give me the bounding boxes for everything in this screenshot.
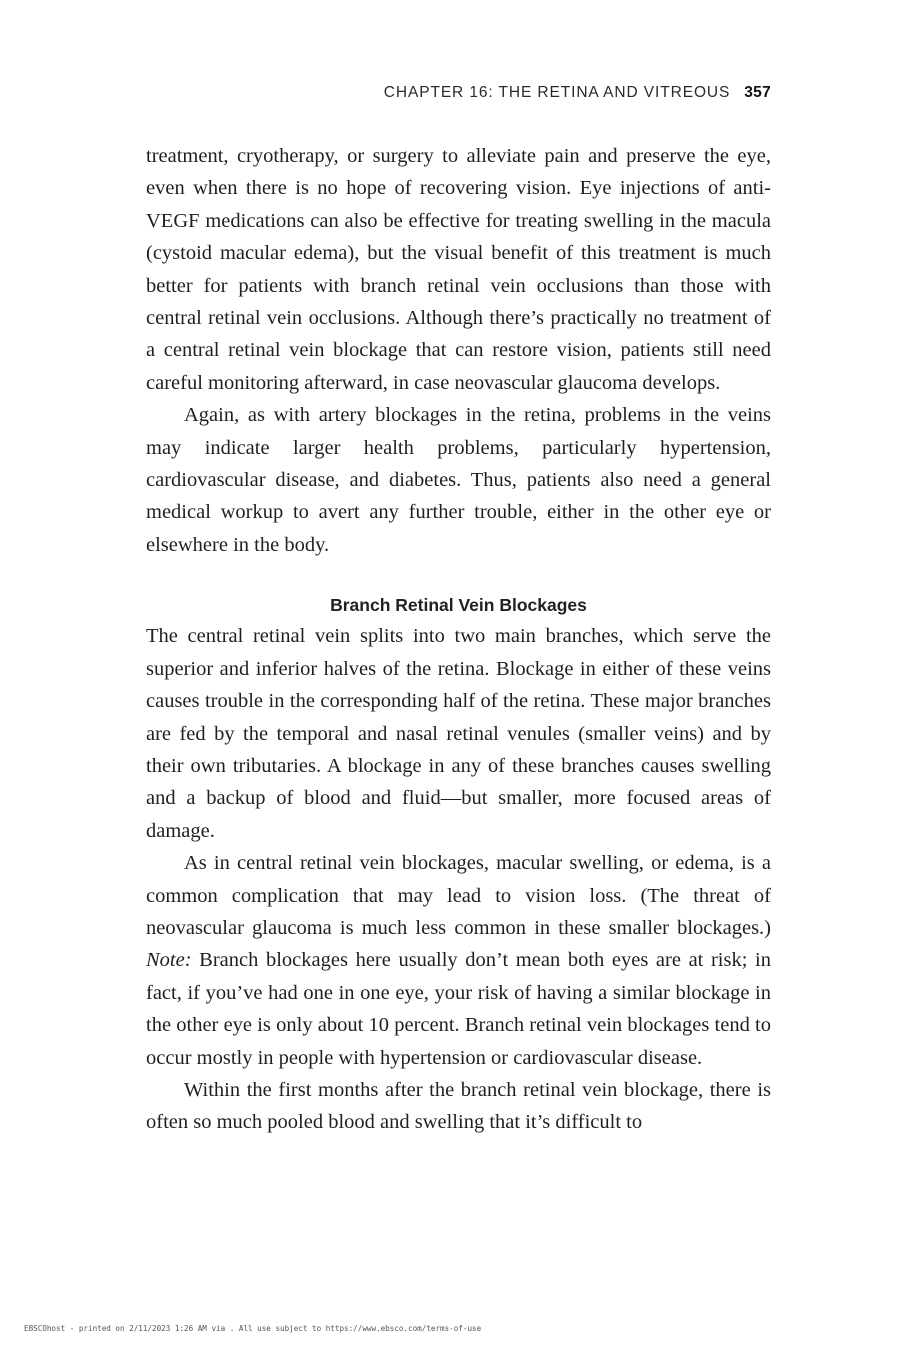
section-heading: Branch Retinal Vein Blockages xyxy=(330,595,587,616)
print-footer: EBSCOhost - printed on 2/11/2023 1:26 AM via . All use subject to https://www.ebsco.com/terms-of-use xyxy=(24,1324,482,1333)
paragraph-part: Branch blockages here usually don’t mean both eyes are at risk; in fact, if you’ve had one in one eye, your risk of having a similar blockage in the other eye is only about 10 percent. Branch retinal vein blockages tend to occur mostly in people with hypertension or cardiovascular disease. xyxy=(146,949,771,1069)
paragraph-health-problems: Again, as with artery blockages in the retina, problems in the veins may indicate larger health problems, particularly hypertension, cardiovascular disease, and diabetes. Thus, patients also need a general medical workup to avert any further trouble, either in the other eye or elsewhere in the body. xyxy=(146,404,771,556)
paragraph-branch-intro: The central retinal vein splits into two main branches, which serve the superior and inferior halves of the retina. Blockage in either of these veins causes trouble in the corresponding half of the retina. These major branches are fed by the temporal and nasal retinal venules (smaller veins) and by their own tributaries. A blockage in any of these branches causes swelling and a backup of blood and fluid—but smaller, more focused areas of damage. xyxy=(146,625,771,842)
body-text xyxy=(146,140,771,1139)
running-header xyxy=(384,84,771,102)
note-label: Note: xyxy=(146,949,192,972)
page-number: 357 xyxy=(744,84,771,101)
chapter-title: CHAPTER 16: THE RETINA AND VITREOUS xyxy=(383,84,731,101)
paragraph-continuation: treatment, cryotherapy, or surgery to alleviate pain and preserve the eye, even when there is no hope of recovering vision. Eye injections of anti-VEGF medications can also be effective for treating swelling in the macula (cystoid macular edema), but the visual benefit of this treatment is much better for patients with branch retinal vein occlusions than those with central retinal vein occlusions. Although there’s practically no treatment of a central retinal vein blockage that can restore vision, patients still need careful monitoring afterward, in case neovascular glaucoma develops. xyxy=(146,145,771,394)
paragraph-part: As in central retinal vein blockages, macular swelling, or edema, is a common complication that may lead to vision loss. (The threat of neovascular glaucoma is much less common in these smaller blockages.) xyxy=(146,852,771,939)
paragraph-macular-swelling xyxy=(146,847,771,1074)
paragraph-first-months: Within the first months after the branch retinal vein blockage, there is often so much pooled blood and swelling that it’s difficult to xyxy=(146,1078,771,1134)
